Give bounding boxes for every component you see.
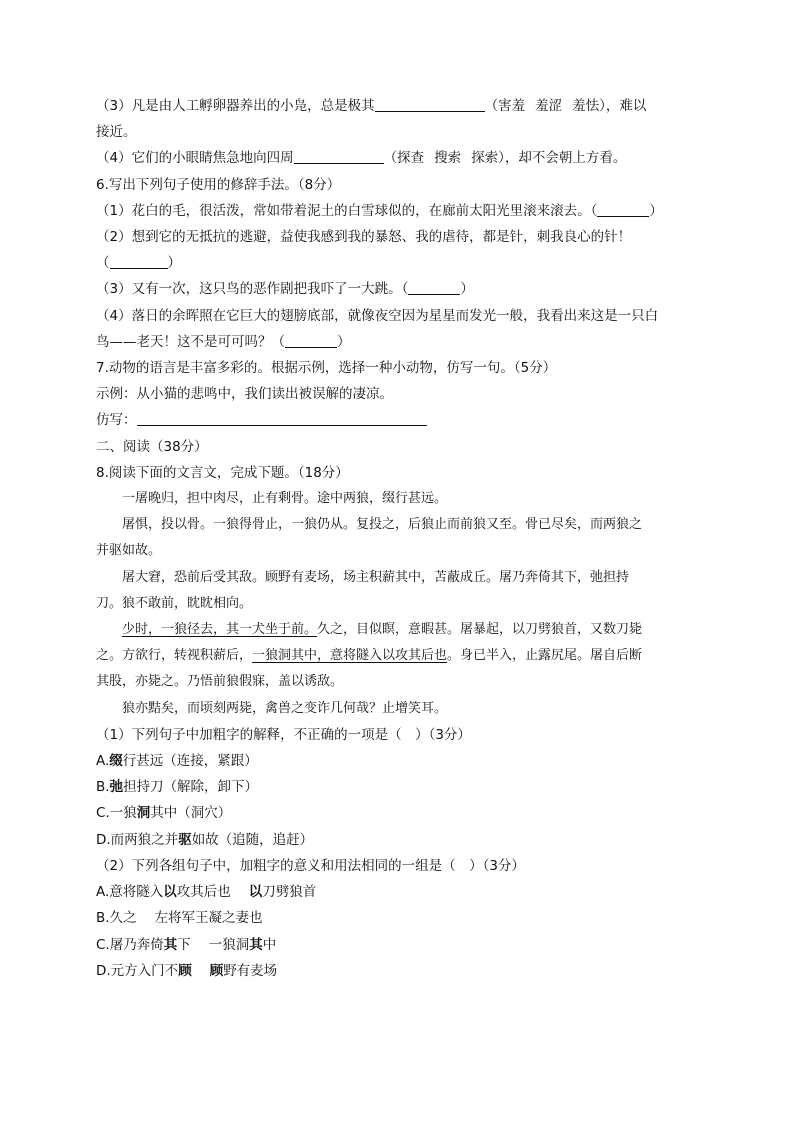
q5-item3: （3）凡是由人工孵卵器养出的小凫，总是极其 （害羞 羞涩 羞怯），难以 [96, 98, 647, 114]
q7-title: 7.动物的语言是丰富多彩的。根据示例，选择一种小动物，仿写一句。（5分） [96, 360, 557, 377]
q8-sub1-option-c: C.一狼洞其中（洞穴） [96, 805, 232, 822]
q8-sub2-option-d: D.元方入门不顾 顾野有麦场 [96, 962, 278, 979]
answer-blank [294, 149, 384, 164]
passage-p2b: 并驱如故。 [96, 543, 162, 559]
answer-blank [408, 280, 460, 295]
passage-p1: 一屠晚归，担中肉尽，止有剩骨。途中两狼，缀行甚远。 [122, 491, 448, 507]
underlined-sentence: 少时，一狼径去，其一犬坐于前。 [122, 622, 318, 638]
q7-example: 示例：从小猫的悲鸣中，我们读出被误解的凄凉。 [96, 386, 393, 403]
q8-sub2-title: （2）下列各组句子中，加粗字的意义和用法相同的一组是（ ）（3分） [96, 857, 525, 874]
answer-blank [375, 97, 485, 112]
passage-p5: 狼亦黠矣，而顷刻两毙，禽兽之变诈几何哉？止增笑耳。 [122, 700, 448, 716]
q5-item4: （4）它们的小眼睛焦急地向四周 （探查 搜索 探索），却不会朝上方看。 [96, 150, 627, 167]
q8-sub1-option-a: A.缀行甚远（连接，紧跟） [96, 753, 258, 770]
answer-blank [110, 254, 168, 269]
q8-sub2-option-a: A.意将隧入以攻其后也 以刀劈狼首 [96, 884, 317, 901]
passage-p4c: 其股，亦毙之。乃悟前狼假寐，盖以诱敌。 [96, 674, 344, 690]
passage-p2a: 屠惧，投以骨。一狼得骨止，一狼仍从。复投之，后狼止而前狼又至。骨已尽矣，而两狼之 [122, 517, 643, 533]
passage-p3b: 刀。狼不敢前，眈眈相向。 [96, 595, 253, 611]
q7-imitate: 仿写： [96, 407, 696, 433]
q6-item2-answer: （ ） [96, 255, 181, 272]
section-heading: 二、阅读（38分） [96, 438, 208, 455]
q8-title: 8.阅读下面的文言文，完成下题。（18分） [96, 464, 349, 481]
q5-item3-cont: 接近。 [96, 124, 137, 141]
q6-title: 6.写出下列句子使用的修辞手法。（8分） [96, 176, 341, 193]
q8-sub2-option-c: C.屠乃奔倚其下 一狼洞其中 [96, 936, 277, 953]
answer-blank [137, 411, 427, 426]
document-page [96, 93, 696, 984]
q8-sub1-option-d: D.而两狼之并驱如故（追随，追赶） [96, 831, 314, 848]
q6-item2: （2）想到它的无抵抗的逃避，益使我感到我的暴怒、我的虐待，都是针，刺我良心的针！ [96, 229, 632, 246]
passage-p3a: 屠大窘，恐前后受其敌。顾野有麦场，场主积薪其中，苫蔽成丘。屠乃奔倚其下，弛担持 [122, 569, 630, 585]
passage-p4b: 之。方欲行，转视积薪后，一狼洞其中，意将隧入以攻其后也。身已半入，止露尻尾。屠自后断 [96, 648, 643, 664]
q8-sub1-title: （1）下列句子中加粗字的解释，不正确的一项是（ ）（3分） [96, 726, 471, 743]
q8-sub2-option-b: B.久之 左将军王凝之妻也 [96, 910, 263, 927]
underlined-sentence: 一狼洞其中，意将隧入以攻其后也 [252, 648, 448, 664]
answer-blank [597, 202, 649, 217]
q6-item4a: （4）落日的余晖照在它巨大的翅膀底部，就像夜空因为星星而发光一般，我看出来这是一只白 [96, 307, 659, 324]
q6-item3: （3）又有一次，这只鸟的恶作剧把我吓了一大跳。（ ） [96, 281, 474, 298]
q8-sub1-option-b: B.弛担持刀（解除，卸下） [96, 779, 259, 796]
passage-p4a: 少时，一狼径去，其一犬坐于前。久之，目似瞑，意暇甚。屠暴起，以刀劈狼首，又数刀毙 [122, 622, 643, 638]
q6-item1: （1）花白的毛，很活泼，常如带着泥土的白雪球似的，在廊前太阳光里滚来滚去。（ ） [96, 202, 663, 219]
q6-item4b: 鸟——老天！这不是可可吗？（ ） [96, 333, 351, 350]
answer-blank [285, 333, 337, 348]
